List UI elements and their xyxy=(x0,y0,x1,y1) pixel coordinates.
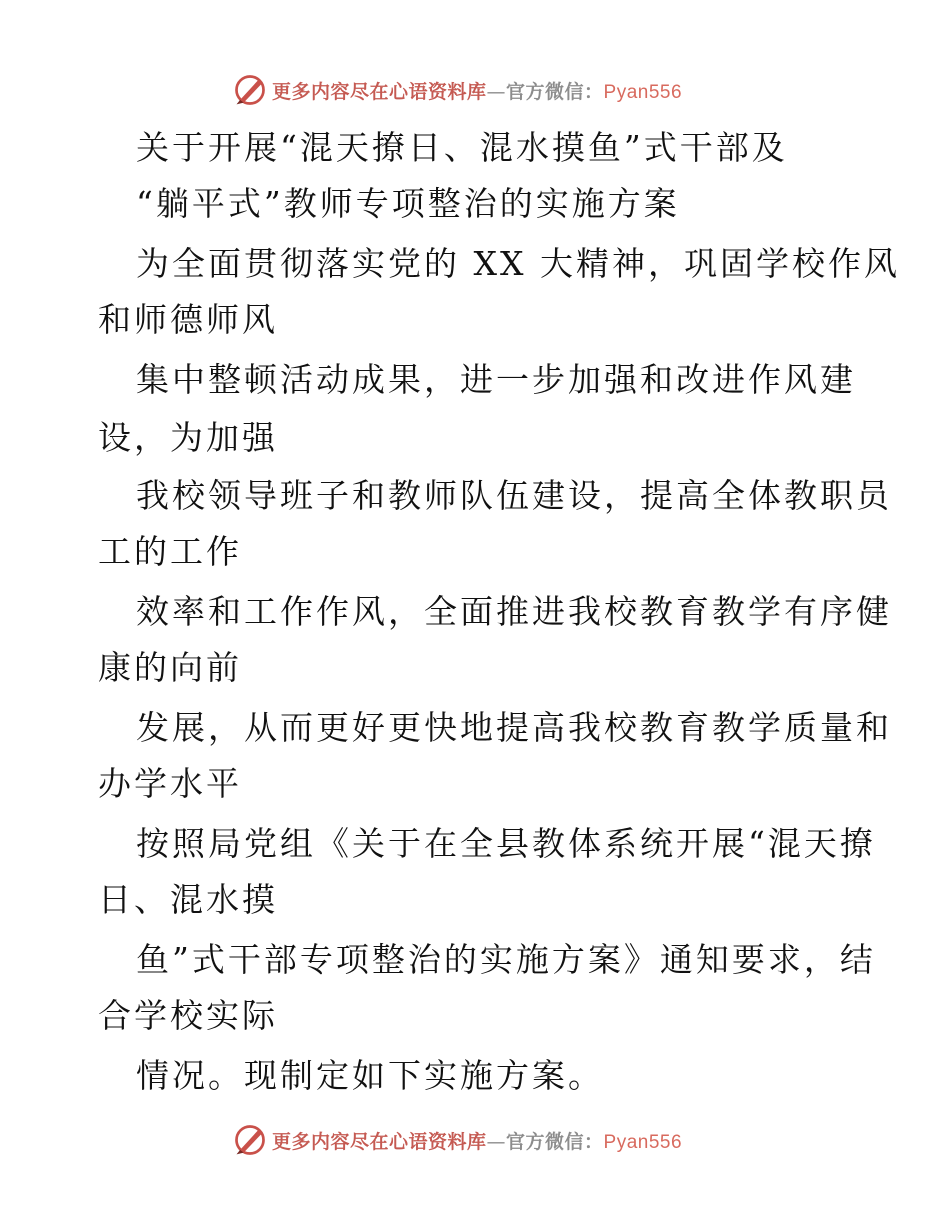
body-line: 日、混水摸 xyxy=(98,880,278,919)
body-line: 设，为加强 xyxy=(98,418,278,457)
body-line: 效率和工作作风，全面推进我校教育教学有序健 xyxy=(136,592,892,631)
title-line-2: “躺平式”教师专项整治的实施方案 xyxy=(136,184,680,223)
pen-logo-icon xyxy=(232,72,268,108)
banner-wechat-id: Pyan556 xyxy=(603,1131,683,1153)
body-line: 办学水平 xyxy=(98,764,242,803)
banner-text xyxy=(272,77,682,104)
header-banner xyxy=(232,72,682,108)
banner-text xyxy=(272,1127,682,1154)
banner-main-text: 更多内容尽在心语资料库 xyxy=(272,1130,487,1153)
body-line: 和师德师风 xyxy=(98,300,278,339)
banner-wechat-id: Pyan556 xyxy=(603,81,683,103)
banner-label: 官方微信： xyxy=(506,1130,604,1153)
footer-banner xyxy=(232,1122,682,1158)
body-line: 按照局党组《关于在全县教体系统开展“混天撩 xyxy=(136,824,876,863)
banner-label: 官方微信： xyxy=(506,80,604,103)
body-line: 我校领导班子和教师队伍建设，提高全体教职员 xyxy=(136,476,892,515)
banner-main-text: 更多内容尽在心语资料库 xyxy=(272,80,487,103)
body-line: 工的工作 xyxy=(98,532,242,571)
body-line: 集中整顿活动成果，进一步加强和改进作风建 xyxy=(136,360,856,399)
body-line: 康的向前 xyxy=(98,648,242,687)
pen-logo-icon xyxy=(232,1122,268,1158)
banner-dash: — xyxy=(486,1130,507,1153)
body-line: 情况。现制定如下实施方案。 xyxy=(136,1056,604,1095)
body-line: 鱼”式干部专项整治的实施方案》通知要求，结 xyxy=(136,940,876,979)
body-line: 合学校实际 xyxy=(98,996,278,1035)
body-line: 为全面贯彻落实党的 XX 大精神，巩固学校作风 xyxy=(136,244,900,283)
banner-dash: — xyxy=(486,80,507,103)
title-line-1: 关于开展“混天撩日、混水摸鱼”式干部及 xyxy=(136,128,788,167)
body-line: 发展，从而更好更快地提高我校教育教学质量和 xyxy=(136,708,892,747)
